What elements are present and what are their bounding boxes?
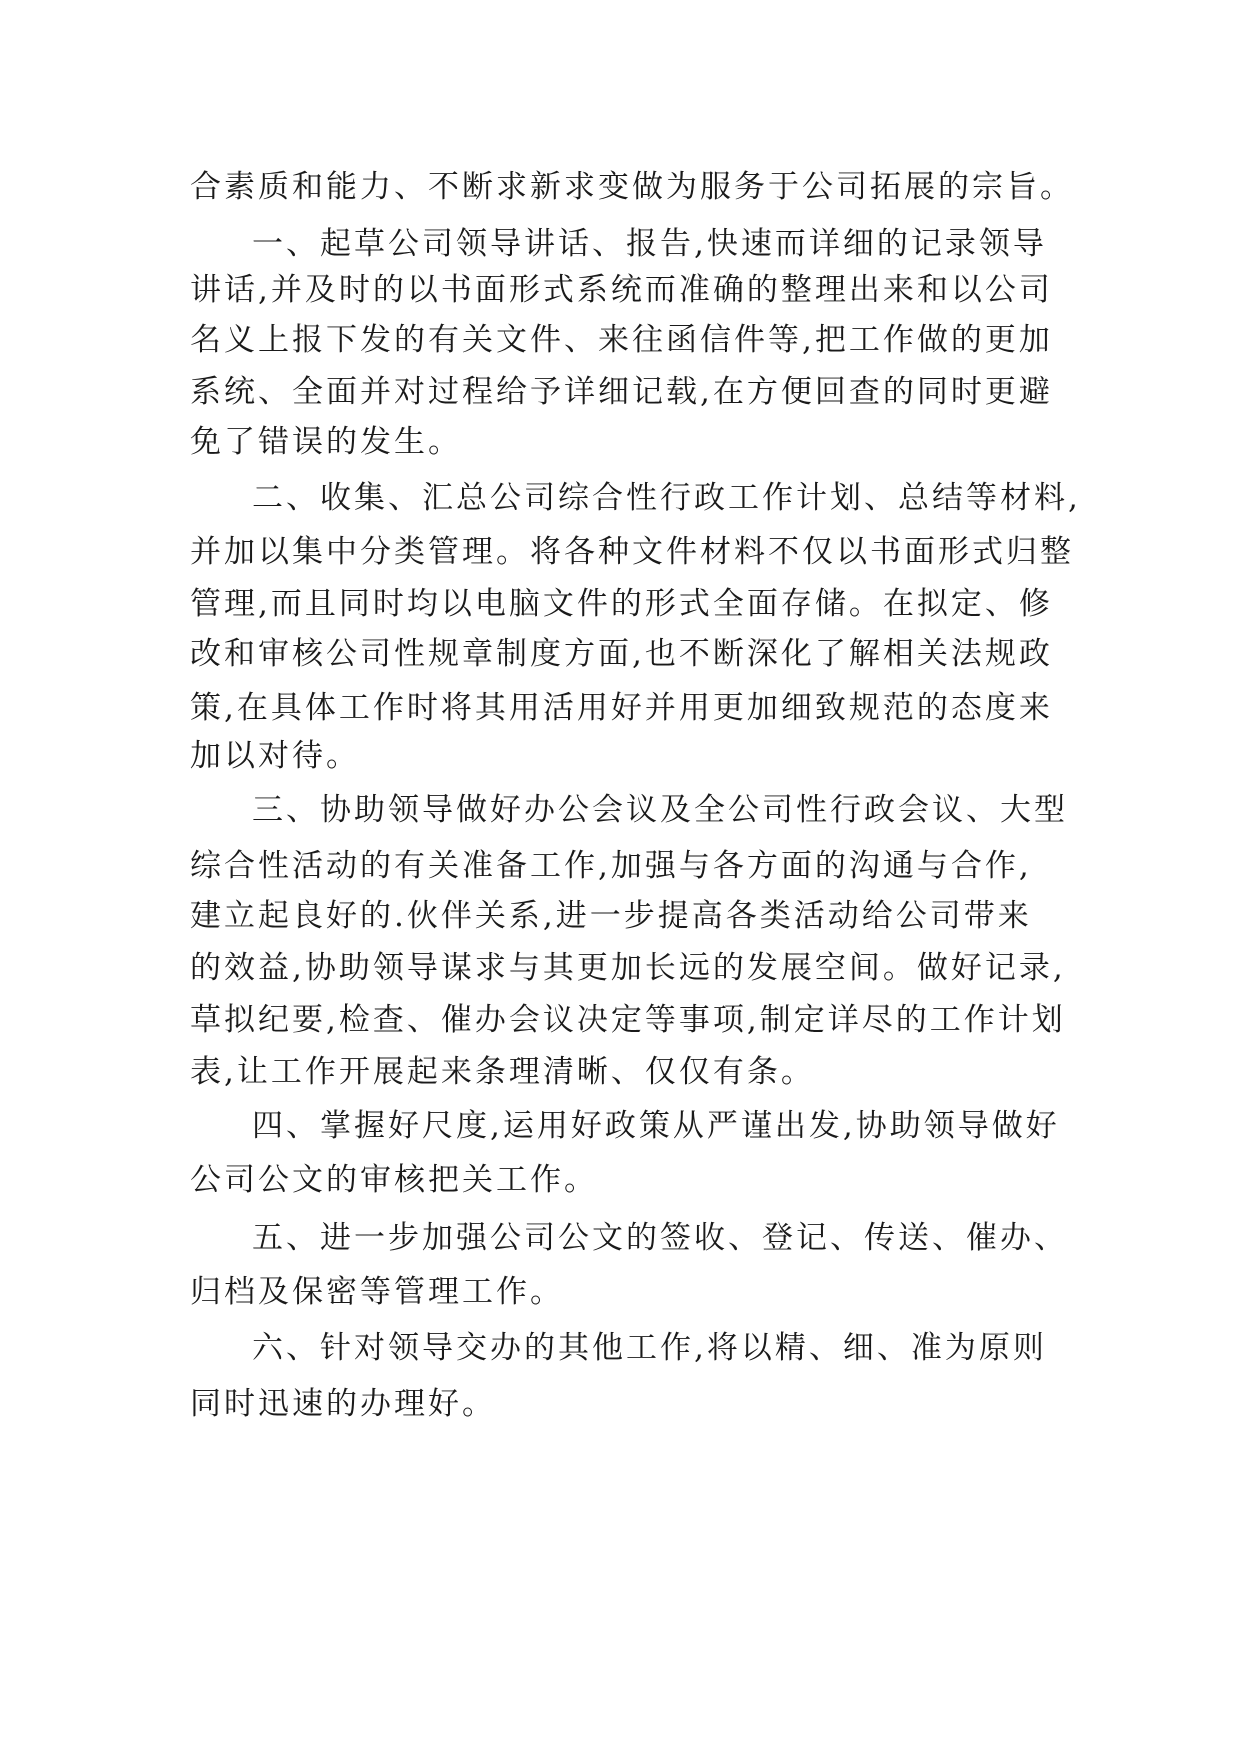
paragraph-4-first-line: 四、掌握好尺度,运用好政策从严谨出发,协助领导做好: [252, 1108, 1060, 1144]
text-line: 系统、全面并对过程给予详细记载,在方便回查的同时更避: [190, 374, 1053, 410]
paragraph-5-first-line: 五、进一步加强公司公文的签收、登记、传送、催办、: [252, 1220, 1068, 1256]
text-line: 综合性活动的有关准备工作,加强与各方面的沟通与合作,: [190, 848, 1032, 884]
text-line: 归档及保密等管理工作。: [190, 1274, 564, 1310]
paragraph-1-first-line: 一、起草公司领导讲话、报告,快速而详细的记录领导: [252, 226, 1047, 262]
text-line: 免了错误的发生。: [190, 424, 462, 460]
text-line: 策,在具体工作时将其用活用好并用更加细致规范的态度来: [190, 690, 1053, 726]
text-line: 讲话,并及时的以书面形式系统而准确的整理出来和以公司: [190, 272, 1053, 308]
text-line: 表,让工作开展起来条理清晰、仅仅有条。: [190, 1054, 815, 1090]
text-line: 加以对待。: [190, 738, 360, 774]
text-line: 合素质和能力、不断求新求变做为服务于公司拓展的宗旨。: [190, 169, 1074, 205]
text-line: 草拟纪要,检查、催办会议决定等事项,制定详尽的工作计划: [190, 1002, 1066, 1038]
text-line: 建立起良好的.伙伴关系,进一步提高各类活动给公司带来: [190, 898, 1032, 934]
paragraph-6-first-line: 六、针对领导交办的其他工作,将以精、细、准为原则: [252, 1330, 1047, 1366]
paragraph-3-first-line: 三、协助领导做好办公会议及全公司性行政会议、大型: [252, 792, 1068, 828]
text-line: 的效益,协助领导谋求与其更加长远的发展空间。做好记录,: [190, 950, 1066, 986]
text-line: 同时迅速的办理好。: [190, 1386, 496, 1422]
text-line: 并加以集中分类管理。将各种文件材料不仅以书面形式归整: [190, 534, 1074, 570]
paragraph-2-first-line: 二、收集、汇总公司综合性行政工作计划、总结等材料,: [252, 480, 1081, 516]
text-line: 名义上报下发的有关文件、来往函信件等,把工作做的更加: [190, 322, 1053, 358]
text-line: 改和审核公司性规章制度方面,也不断深化了解相关法规政: [190, 636, 1053, 672]
text-line: 管理,而且同时均以电脑文件的形式全面存储。在拟定、修: [190, 586, 1053, 622]
text-line: 公司公文的审核把关工作。: [190, 1162, 598, 1198]
